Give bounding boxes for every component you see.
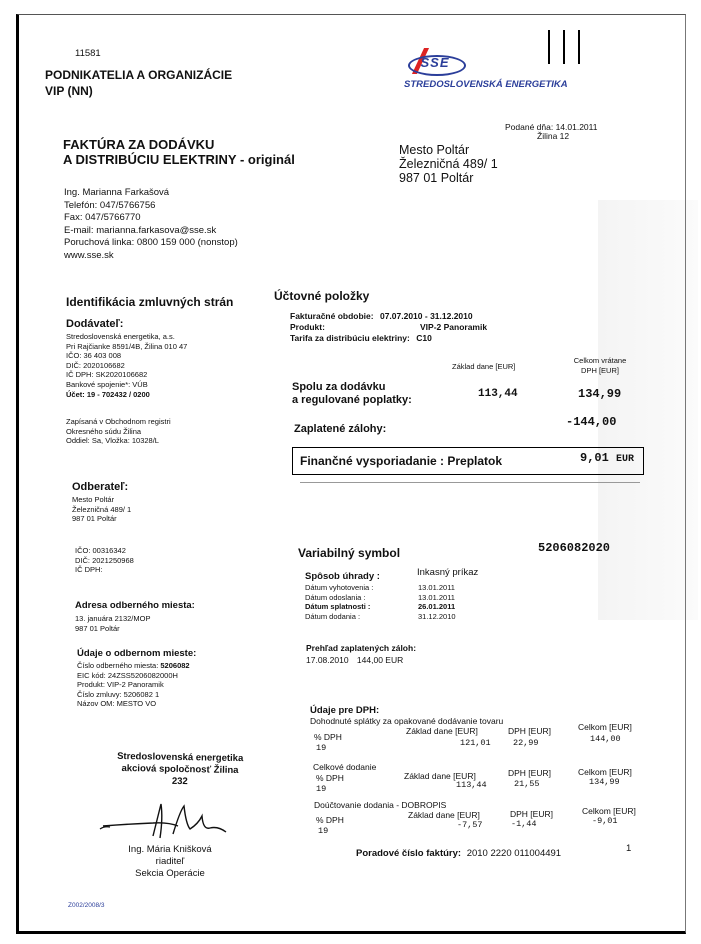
date-value: 13.01.2011 (418, 592, 455, 602)
date-label: Dátum odoslania : (305, 592, 366, 602)
date-row (305, 593, 505, 603)
date-value: 26.01.2011 (418, 602, 456, 612)
site-line: 13. januára 2132/MOP (75, 614, 151, 623)
method-value: Inkasný príkaz (417, 567, 479, 578)
contact-email: E-mail: marianna.farkasova@sse.sk (64, 224, 217, 236)
signatory-block (105, 844, 235, 880)
point-number-label: Číslo odberného miesta: (77, 661, 159, 670)
vat-dph: 22,99 (513, 738, 539, 748)
customer-ico: IČO: 00316342 (75, 546, 126, 555)
items-heading: Účtovné položky (274, 289, 370, 303)
registry-block (66, 417, 171, 446)
site-line: 987 01 Poltár (75, 623, 120, 633)
point-line: Názov OM: MESTO VO (77, 699, 157, 709)
supplier-block (66, 332, 187, 399)
vat-dph: 21,55 (514, 779, 540, 789)
vat-rate-label: % DPH (316, 773, 344, 783)
sum-base: 113,44 (478, 388, 518, 400)
sum-label-sub: a regulované poplatky: (292, 394, 412, 406)
tariff-value: C10 (416, 333, 432, 343)
period-value: 07.07.2010 - 31.12.2010 (379, 311, 473, 321)
vat-total-label: Celkom [EUR] (578, 722, 632, 732)
date-label: Dátum splatnosti : (305, 602, 371, 612)
invoice-number: 2010 2220 011004491 (466, 848, 562, 859)
signatory-name: Ing. Mária Knišková (128, 844, 212, 855)
signatory-role: riaditeľ (155, 856, 185, 867)
registry-line: Zapísaná v Obchodnom registri (66, 417, 171, 426)
vat-group-title: Doúčtovanie dodania - DOBROPIS (314, 800, 447, 810)
tariff-label: Tarifa za distribúciu elektriny: (290, 333, 410, 343)
col-total-header (570, 356, 630, 376)
vat-group-title: Dohodnuté splátky za opakované dodávanie tovaru (310, 716, 504, 726)
col-total-header-line: DPH [EUR] (581, 366, 619, 375)
product-value: VIP-2 Panoramik (420, 322, 488, 332)
vat-heading: Údaje pre DPH: (310, 705, 380, 716)
stamp-line: 232 (171, 775, 188, 788)
supplier-line: Pri Rajčianke 8591/4B, Žilina 010 47 (66, 341, 188, 351)
contact-name: Ing. Marianna Farkašová (64, 187, 170, 198)
vat-base-label: Základ dane [EUR] (406, 726, 478, 736)
vat-total: -9,01 (592, 816, 618, 826)
vs-value: 5206082020 (538, 541, 611, 555)
date-label: Dátum vyhotovenia : (305, 583, 374, 592)
customer-ids (75, 546, 134, 575)
point-number: 5206082 (160, 661, 190, 670)
company-name: STREDOSLOVENSKÁ ENERGETIKA (404, 79, 568, 90)
customer-line: 987 01 Poltár (72, 514, 117, 524)
site-block (75, 614, 150, 633)
recipient-city: 987 01 Poltár (399, 171, 474, 185)
contact-fax: Fax: 047/5766770 (64, 212, 141, 223)
registry-line: Okresného súdu Žilina (66, 426, 142, 436)
vat-base-label: Základ dane [EUR] (408, 810, 480, 820)
vat-rate: 19 (316, 743, 327, 753)
supplier-heading: Dodávateľ: (66, 318, 124, 330)
posting-date: Podané dňa: 14.01.2011 (505, 122, 598, 132)
sum-label: Spolu za dodávku (292, 381, 386, 393)
vat-rate: 19 (316, 784, 327, 794)
supplier-line: IČO: 36 403 008 (66, 351, 122, 361)
advance-date: 17.08.2010 (306, 655, 349, 665)
point-line: Produkt: VIP-2 Panoramik (77, 680, 164, 690)
product-label: Produkt: (290, 322, 325, 332)
contact-hotline: Poruchová linka: 0800 159 000 (nonstop) (64, 237, 238, 248)
page-number: 1 (626, 843, 632, 854)
sum-total: 134,99 (578, 387, 622, 401)
period-label: Fakturačné obdobie: (290, 311, 374, 321)
advances-overview-row (306, 655, 403, 666)
vat-rate-label: % DPH (314, 732, 342, 742)
tariff-row (290, 333, 432, 344)
vat-dph: -1,44 (511, 819, 537, 829)
invoice-number-row (356, 848, 561, 860)
col-total-header-line: Celkom vrátane (573, 356, 627, 365)
advance-amount: 144,00 EUR (356, 655, 404, 665)
date-label: Dátum dodania : (305, 611, 361, 621)
date-value: 31.12.2010 (418, 611, 456, 621)
date-row (305, 612, 505, 622)
posting-office: Žilina 12 (537, 131, 570, 141)
method-label: Spôsob úhrady : (305, 571, 380, 582)
invoice-title: FAKTÚRA ZA DODÁVKU (63, 137, 215, 152)
registry-line: Oddiel: Sa, Vložka: 10328/L (66, 436, 159, 446)
identification-heading: Identifikácia zmluvných strán (66, 295, 234, 309)
vat-base: 113,44 (456, 780, 487, 790)
contact-web: www.sse.sk (64, 249, 114, 261)
point-line: Číslo zmluvy: 5206082 1 (77, 689, 160, 699)
vat-base-label: Základ dane [EUR] (404, 771, 476, 781)
vat-dph-label: DPH [EUR] (508, 726, 551, 736)
col-base-header: Základ dane [EUR] (452, 362, 516, 371)
customer-dic: DIČ: 2021250968 (75, 555, 134, 565)
vat-group-title: Celkové dodanie (313, 762, 377, 772)
point-line: EIC kód: 24ZSS5206082000H (77, 670, 178, 680)
settlement-value: 9,01 (580, 451, 609, 465)
date-value: 13.01.2011 (418, 583, 455, 592)
company-stamp (100, 751, 261, 790)
customer-line: Železničná 489/ 1 (72, 504, 132, 514)
stamp-line: Stredoslovenská energetika (117, 750, 244, 765)
customer-icdph: IČ DPH: (75, 565, 103, 575)
vat-rate: 19 (318, 826, 329, 836)
supplier-line: IČ DPH: SK2020106682 (66, 370, 148, 380)
invoice-title-sub: A DISTRIBÚCIU ELEKTRINY - originál (63, 152, 295, 167)
customer-category-sub: VIP (NN) (45, 84, 93, 98)
period-row (290, 311, 473, 322)
vat-total-label: Celkom [EUR] (578, 767, 632, 777)
customer-block (72, 495, 131, 524)
settlement-currency: EUR (616, 454, 635, 465)
supplier-line: DIČ: 2020106682 (66, 360, 125, 370)
logo-text: SSE (420, 55, 450, 70)
vat-dph-label: DPH [EUR] (510, 809, 553, 819)
customer-category: PODNIKATELIA A ORGANIZÁCIE (45, 68, 233, 82)
stamp-line: akciová spoločnosť Žilina (121, 762, 239, 777)
vat-total: 134,99 (589, 777, 620, 787)
point-heading: Údaje o odbernom mieste: (77, 648, 197, 659)
date-row (305, 583, 505, 593)
handwritten-signature (98, 796, 248, 846)
contact-block (64, 187, 238, 262)
site-heading: Adresa odberného miesta: (75, 600, 195, 611)
settlement-label: Finančné vysporiadanie : Preplatok (300, 454, 503, 468)
supplier-line: Stredoslovenská energetika, a.s. (66, 332, 175, 341)
vat-rate-label: % DPH (316, 815, 344, 825)
point-number-row (77, 661, 190, 671)
form-code: Z002/2008/3 (68, 902, 105, 909)
invoice-number-label: Poradové číslo faktúry: (356, 848, 462, 859)
vs-label: Variabilný symbol (298, 546, 401, 560)
document-number: 11581 (75, 48, 101, 59)
vat-base: -7,57 (457, 820, 483, 830)
point-block (77, 661, 190, 709)
supplier-line: Bankové spojenie*: VÚB (66, 379, 148, 389)
settlement-underline (300, 482, 640, 483)
vat-dph-label: DPH [EUR] (508, 768, 551, 778)
recipient-name: Mesto Poltár (399, 143, 470, 157)
advances-value: -144,00 (566, 415, 617, 429)
advances-label: Zaplatené zálohy: (294, 423, 387, 435)
contact-phone: Telefón: 047/5766756 (64, 199, 156, 211)
vat-base: 121,01 (460, 738, 491, 748)
advances-overview-heading: Prehľad zaplatených záloh: (306, 643, 417, 653)
payment-dates (305, 583, 505, 621)
vat-total-label: Celkom [EUR] (582, 806, 636, 816)
signatory-department: Sekcia Operácie (135, 868, 205, 879)
supplier-account: Účet: 19 - 702432 / 0200 (66, 389, 150, 399)
vat-total: 144,00 (590, 734, 621, 744)
settlement-amount (580, 451, 634, 465)
customer-heading: Odberateľ: (72, 481, 129, 493)
customer-line: Mesto Poltár (72, 495, 115, 504)
date-row-due (305, 602, 505, 612)
recipient-street: Železničná 489/ 1 (399, 157, 498, 171)
